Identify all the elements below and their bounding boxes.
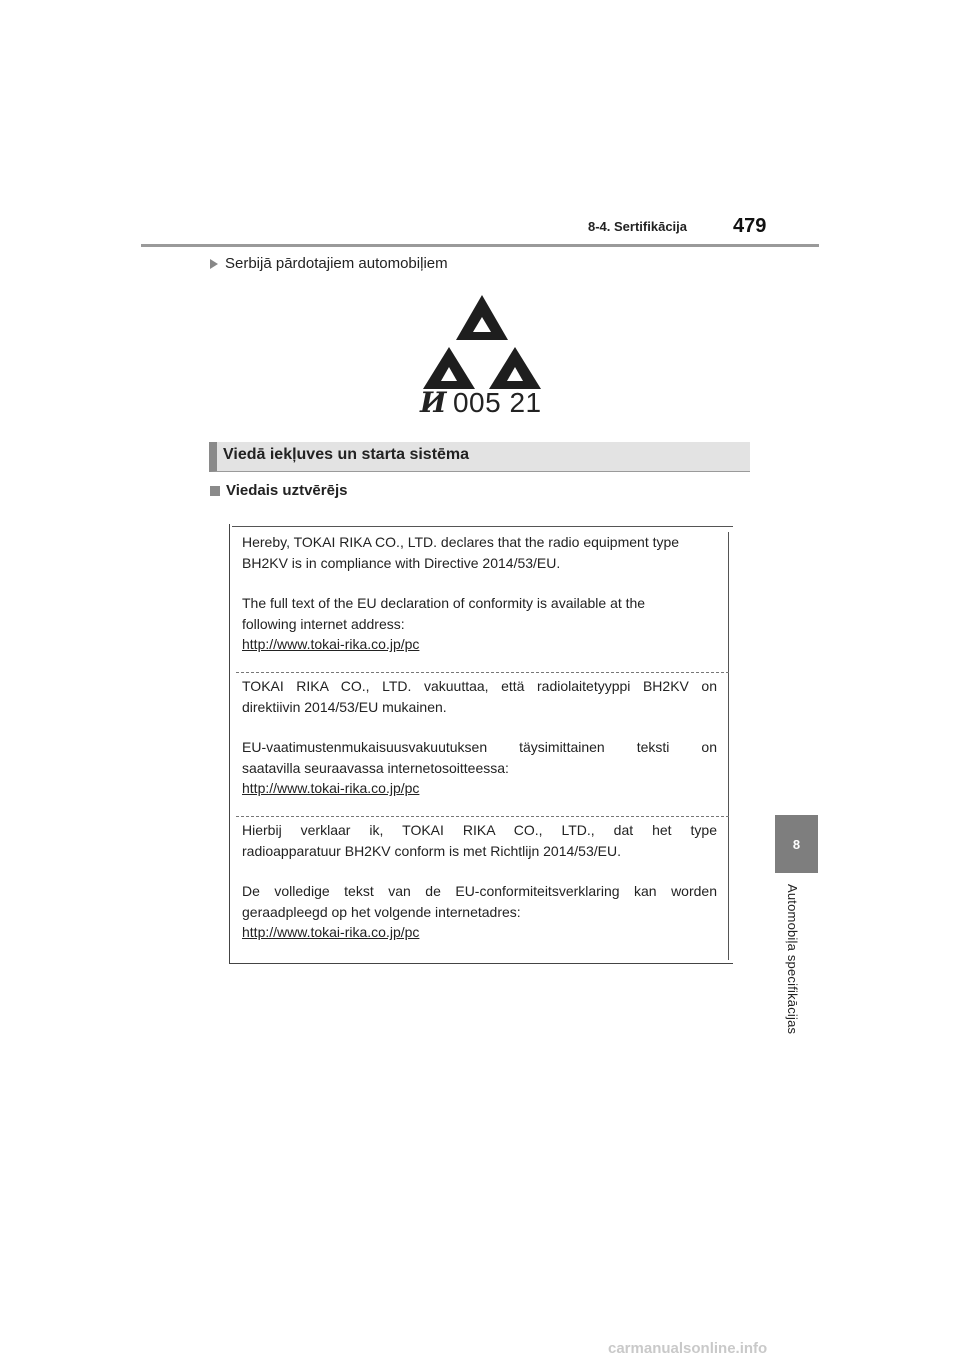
footer-watermark: carmanualsonline.info xyxy=(608,1340,768,1357)
header-rule xyxy=(141,244,819,247)
section-title: Viedā iekļuves un starta sistēma xyxy=(223,446,470,463)
declaration-english xyxy=(242,532,717,655)
chapter-tab[interactable]: 8 xyxy=(775,815,818,873)
declaration-separator xyxy=(236,816,729,817)
declaration-finnish xyxy=(242,676,717,799)
bullet-text: Serbijā pārdotajiem automobiļiem xyxy=(225,255,448,272)
declaration-link[interactable]: http://www.tokai-rika.co.jp/pc xyxy=(242,636,420,652)
declaration-line: TOKAI RIKA CO., LTD. vakuuttaa, että radiolaitetyyppi BH2KV on xyxy=(242,678,717,694)
declaration-line: Hereby, TOKAI RIKA CO., LTD. declares that the radio equipment type xyxy=(242,534,680,550)
declaration-link[interactable]: http://www.tokai-rika.co.jp/pc xyxy=(242,924,420,940)
chapter-tab-label: Automobiļa specifikācijas xyxy=(785,884,800,1035)
declaration-line: The full text of the EU declaration of conformity is available at the xyxy=(242,595,646,611)
declaration-dutch xyxy=(242,820,717,943)
declaration-separator xyxy=(236,672,729,673)
declaration-line: De volledige tekst van de EU-conformiteitsverklaring kan worden xyxy=(242,883,717,899)
declaration-line: Hierbij verklaar ik, TOKAI RIKA CO., LTD., dat het type xyxy=(242,822,717,838)
declaration-line: following internet address: xyxy=(242,615,405,632)
declaration-link[interactable]: http://www.tokai-rika.co.jp/pc xyxy=(242,780,420,796)
declaration-box xyxy=(229,524,733,964)
subsection-heading xyxy=(210,482,347,499)
page-number: 479 xyxy=(733,215,767,237)
section-title-bar xyxy=(209,442,750,472)
declaration-line: BH2KV is in compliance with Directive 2014/53/EU. xyxy=(242,554,561,571)
square-bullet-icon xyxy=(210,486,220,496)
subsection-title: Viedais uztvērējs xyxy=(226,482,348,499)
mark-code xyxy=(420,386,542,419)
box-bottom-line xyxy=(230,963,733,964)
section-header: 8-4. Sertifikācija xyxy=(588,219,687,234)
declaration-line: geraadpleegd op het volgende internetadres: xyxy=(242,903,521,920)
declaration-line: saatavilla seuraavassa internetosoitteessa: xyxy=(242,759,509,776)
mark-code-prefix: И xyxy=(420,386,447,419)
declaration-line: direktiivin 2014/53/EU mukainen. xyxy=(242,698,447,715)
box-top-line xyxy=(232,526,733,527)
bullet-line xyxy=(210,255,448,272)
triangle-bullet-icon xyxy=(210,259,218,269)
declaration-line: EU-vaatimustenmukaisuusvakuutuksen täysimittainen teksti on xyxy=(242,739,717,755)
box-right-edge xyxy=(728,532,729,960)
declaration-line: radioapparatuur BH2KV conform is met Richtlijn 2014/53/EU. xyxy=(242,842,621,859)
mark-code-number: 005 21 xyxy=(452,387,542,418)
